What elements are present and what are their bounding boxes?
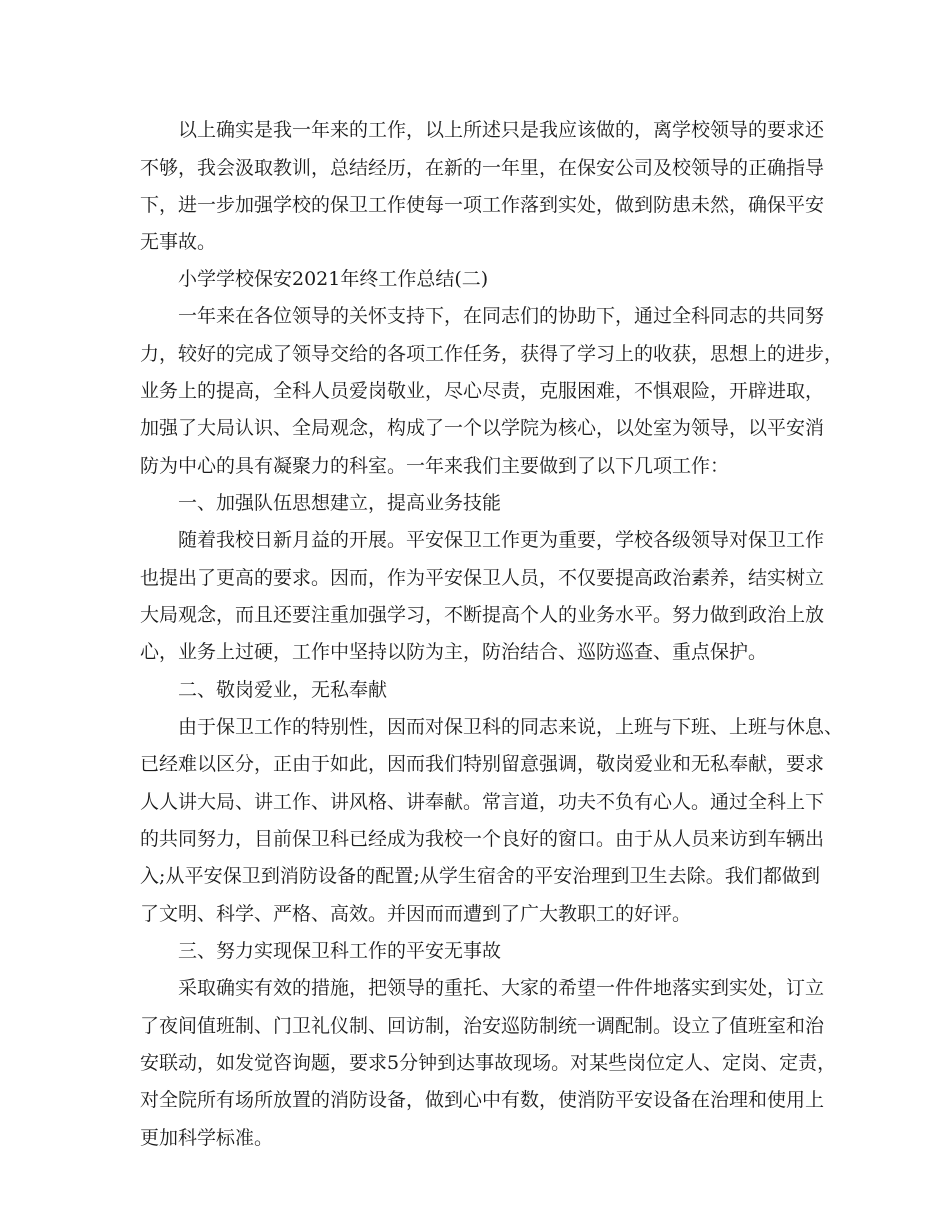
paragraph-line: 的共同努力，目前保卫科已经成为我校一个良好的窗口。由于从人员来访到车辆出: [140, 828, 825, 850]
section-heading-3: 三、努力实现保卫科工作的平安无事故: [178, 940, 502, 962]
paragraph-line: 一年来在各位领导的关怀支持下，在同志们的协助下，通过全科同志的共同努: [178, 305, 825, 327]
paragraph-line: 也提出了更高的要求。因而，作为平安保卫人员，不仅要提高政治素养，结实树立: [140, 567, 825, 589]
paragraph-line: 人人讲大局、讲工作、讲风格、讲奉献。常言道，功夫不负有心人。通过全科上下: [140, 791, 825, 813]
paragraph-line: 无事故。: [140, 231, 217, 253]
paragraph-line: 不够，我会汲取教训，总结经历，在新的一年里，在保安公司及校领导的正确指导: [140, 157, 825, 179]
paragraph-line: 大局观念，而且还要注重加强学习，不断提高个人的业务水平。努力做到政治上放: [140, 604, 825, 626]
paragraph-line: 力，较好的完成了领导交给的各项工作任务，获得了学习上的收获，思想上的进步，: [140, 343, 844, 365]
paragraph-line: 加强了大局认识、全局观念，构成了一个以学院为核心，以处室为领导，以平安消: [140, 417, 825, 439]
paragraph-line: 了文明、科学、严格、高效。并因而而遭到了广大教职工的好评。: [140, 903, 692, 925]
paragraph-line: 业务上的提高，全科人员爱岗敬业，尽心尽责，克服困难，不惧艰险，开辟进取，: [140, 380, 825, 402]
paragraph-line: 由于保卫工作的特别性，因而对保卫科的同志来说，上班与下班、上班与休息、: [178, 716, 844, 738]
paragraph-line: 对全院所有场所放置的消防设备，做到心中有数，使消防平安设备在治理和使用上: [140, 1089, 825, 1111]
paragraph-line: 了夜间值班制、门卫礼仪制、回访制，治安巡防制统一调配制。设立了值班室和治: [140, 1015, 825, 1037]
paragraph-line: 以上确实是我一年来的工作，以上所述只是我应该做的，离学校领导的要求还: [178, 119, 825, 141]
paragraph-line: 已经难以区分，正由于如此，因而我们特别留意强调，敬岗爱业和无私奉献，要求: [140, 753, 825, 775]
paragraph-line: 入;从平安保卫到消防设备的配置;从学生宿舍的平安治理到卫生去除。我们都做到: [140, 865, 820, 887]
paragraph-line: 下，进一步加强学校的保卫工作使每一项工作落到实处，做到防患未然，确保平安: [140, 194, 825, 216]
paragraph-line: 安联动，如发觉咨询题，要求5分钟到达事故现场。对某些岗位定人、定岗、定责，: [140, 1052, 837, 1074]
paragraph-line: 更加科学标准。: [140, 1127, 274, 1149]
section-title: 小学学校保安2021年终工作总结(二): [178, 268, 489, 290]
paragraph-line: 防为中心的具有凝聚力的科室。一年来我们主要做到了以下几项工作：: [140, 455, 730, 477]
section-heading-2: 二、敬岗爱业，无私奉献: [178, 679, 388, 701]
paragraph-line: 采取确实有效的措施，把领导的重托、大家的希望一件件地落实到实处，订立: [178, 977, 825, 999]
section-heading-1: 一、加强队伍思想建立，提高业务技能: [178, 492, 502, 514]
paragraph-line: 心，业务上过硬，工作中坚持以防为主，防治结合、巡防巡查、重点保护。: [140, 641, 768, 663]
paragraph-line: 随着我校日新月益的开展。平安保卫工作更为重要，学校各级领导对保卫工作: [178, 529, 825, 551]
